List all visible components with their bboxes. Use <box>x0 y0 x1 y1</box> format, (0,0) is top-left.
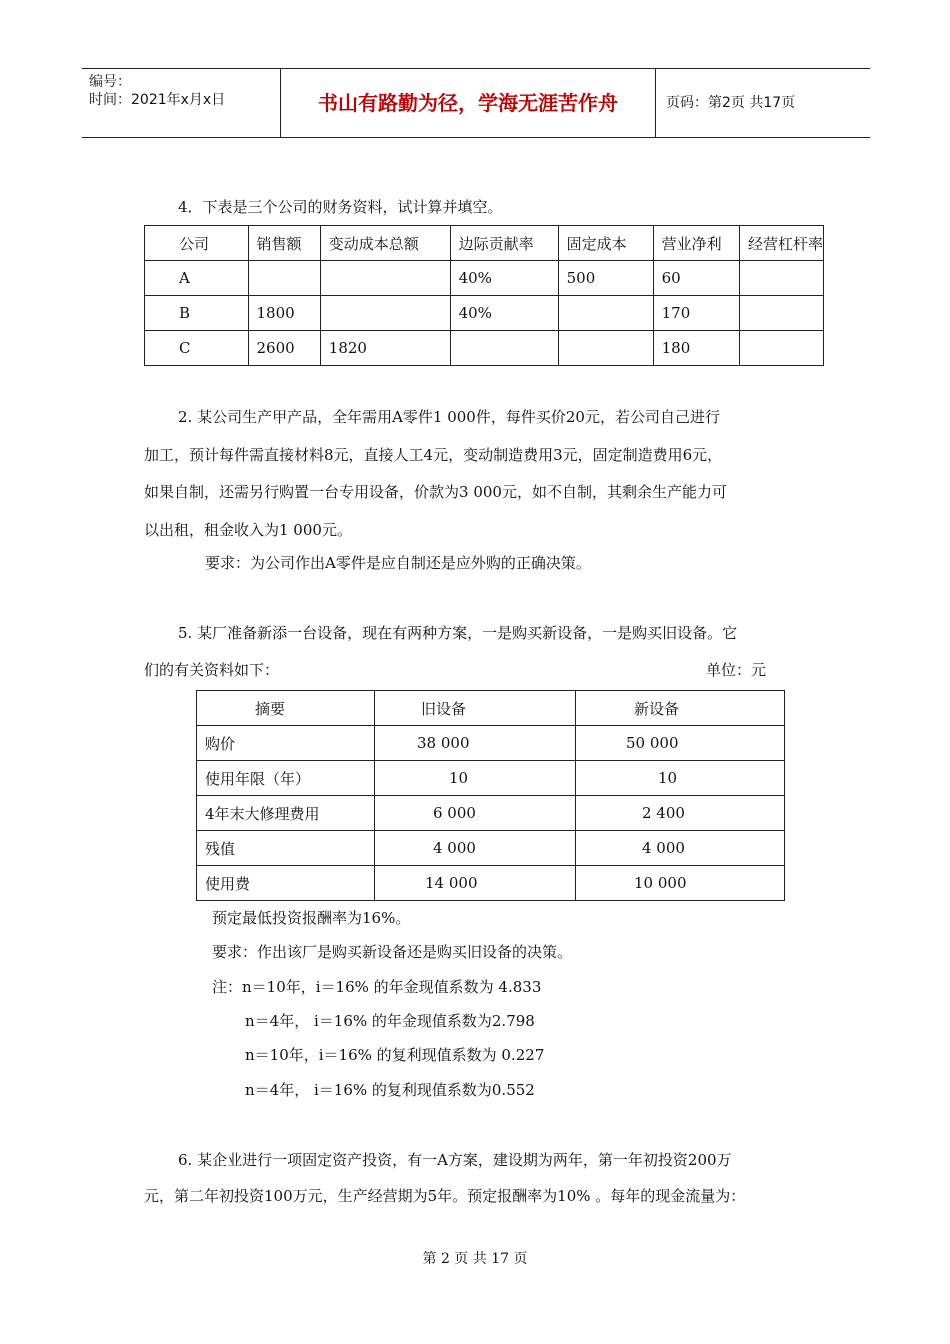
q6-line-2: 元，第二年初投资100万元，生产经营期为5年。预定报酬率为10% 。每年的现金流量为： <box>144 1187 746 1205</box>
q5-note-2: n＝4年， i＝16% 的年金现值系数为2.798 <box>245 1012 535 1030</box>
table-cell: 4年末大修理费用 <box>197 796 375 831</box>
q5-line-2: 们的有关资料如下： <box>144 661 280 679</box>
q4-intro: 4．下表是三个公司的财务资料，试计算并填空。 <box>178 198 503 216</box>
header-meta <box>82 69 280 137</box>
table-cell: 10 000 <box>576 866 785 901</box>
table-header-cell: 摘要 <box>197 691 375 726</box>
time-label: 时间：2021年x月x日 <box>89 92 226 108</box>
table-cell: 38 000 <box>375 726 576 761</box>
table-cell: A <box>145 261 249 296</box>
table-cell: 4 000 <box>375 831 576 866</box>
table-cell: 500 <box>558 261 653 296</box>
table-cell <box>558 331 653 366</box>
table-row <box>197 761 785 796</box>
table-cell: C <box>145 331 249 366</box>
table-cell: 6 000 <box>375 796 576 831</box>
table-cell: 1800 <box>248 296 320 331</box>
q2-line-1: 2. 某公司生产甲产品，全年需用A零件1 000件，每件买价20元，若公司自己进行 <box>178 408 720 426</box>
table-cell: 2 400 <box>576 796 785 831</box>
q2-line-2: 加工，预计每件需直接材料8元，直接人工4元，变动制造费用3元，固定制造费用6元， <box>144 446 723 464</box>
table-row <box>197 796 785 831</box>
table-cell <box>320 296 450 331</box>
q5-table <box>196 690 785 901</box>
table-cell: 4 000 <box>576 831 785 866</box>
page-footer: 第 2 页 共 17 页 <box>422 1251 528 1267</box>
table-row <box>197 726 785 761</box>
table-cell: 14 000 <box>375 866 576 901</box>
table-cell: 使用费 <box>197 866 375 901</box>
q5-unit: 单位：元 <box>706 661 767 679</box>
table-header-cell: 边际贡献率 <box>450 226 558 261</box>
q5-requirement: 要求：作出该厂是购买新设备还是购买旧设备的决策。 <box>212 943 573 961</box>
table-cell: 购价 <box>197 726 375 761</box>
q2-line-3: 如果自制，还需另行购置一台专用设备，价款为3 000元，如不自制，其剩余生产能力可 <box>144 483 727 501</box>
q5-note-3: n＝10年，i＝16% 的复利现值系数为 0.227 <box>245 1046 545 1064</box>
table-row <box>145 296 824 331</box>
table-header-cell: 公司 <box>145 226 249 261</box>
table-cell: 180 <box>653 331 739 366</box>
table-cell <box>739 261 823 296</box>
q6-line-1: 6. 某企业进行一项固定资产投资，有一A方案，建设期为两年，第一年初投资200万 <box>178 1151 732 1169</box>
table-cell <box>248 261 320 296</box>
table-cell <box>320 261 450 296</box>
table-header-cell: 营业净利 <box>653 226 739 261</box>
table-header-row <box>197 691 785 726</box>
q5-note-4: n＝4年， i＝16% 的复利现值系数为0.552 <box>245 1081 535 1099</box>
table-row <box>197 831 785 866</box>
q5-line-1: 5. 某厂准备新添一台设备，现在有两种方案，一是购买新设备，一是购买旧设备。它 <box>178 624 738 642</box>
table-header-cell: 固定成本 <box>558 226 653 261</box>
table-cell: 10 <box>375 761 576 796</box>
q2-line-4: 以出租，租金收入为1 000元。 <box>144 521 352 539</box>
table-cell: 40% <box>450 261 558 296</box>
table-header-cell: 经营杠杆率 <box>739 226 823 261</box>
table-cell: 10 <box>576 761 785 796</box>
number-label: 编号： <box>89 74 131 90</box>
table-cell: 1820 <box>320 331 450 366</box>
table-header-row <box>145 226 824 261</box>
table-cell: 使用年限（年） <box>197 761 375 796</box>
table-header-cell: 新设备 <box>576 691 785 726</box>
table-row <box>197 866 785 901</box>
q4-table <box>144 225 824 366</box>
table-cell: 60 <box>653 261 739 296</box>
table-cell <box>558 296 653 331</box>
table-cell: 残值 <box>197 831 375 866</box>
table-header-cell: 销售额 <box>248 226 320 261</box>
table-header-cell: 旧设备 <box>375 691 576 726</box>
page-header <box>82 68 870 138</box>
table-row <box>145 331 824 366</box>
table-cell: B <box>145 296 249 331</box>
table-cell <box>739 331 823 366</box>
table-cell: 170 <box>653 296 739 331</box>
header-page-info: 页码：第2页 共17页 <box>666 95 796 111</box>
table-cell: 2600 <box>248 331 320 366</box>
table-row <box>145 261 824 296</box>
q2-requirement: 要求：为公司作出A零件是应自制还是应外购的正确决策。 <box>205 554 591 572</box>
header-motto: 书山有路勤为径，学海无涯苦作舟 <box>280 69 656 137</box>
table-cell: 50 000 <box>576 726 785 761</box>
q5-note-1: 注：n＝10年，i＝16% 的年金现值系数为 4.833 <box>212 978 542 996</box>
table-cell <box>739 296 823 331</box>
table-cell <box>450 331 558 366</box>
table-cell: 40% <box>450 296 558 331</box>
q5-rate-note: 预定最低投资报酬率为16%。 <box>212 909 411 927</box>
table-header-cell: 变动成本总额 <box>320 226 450 261</box>
